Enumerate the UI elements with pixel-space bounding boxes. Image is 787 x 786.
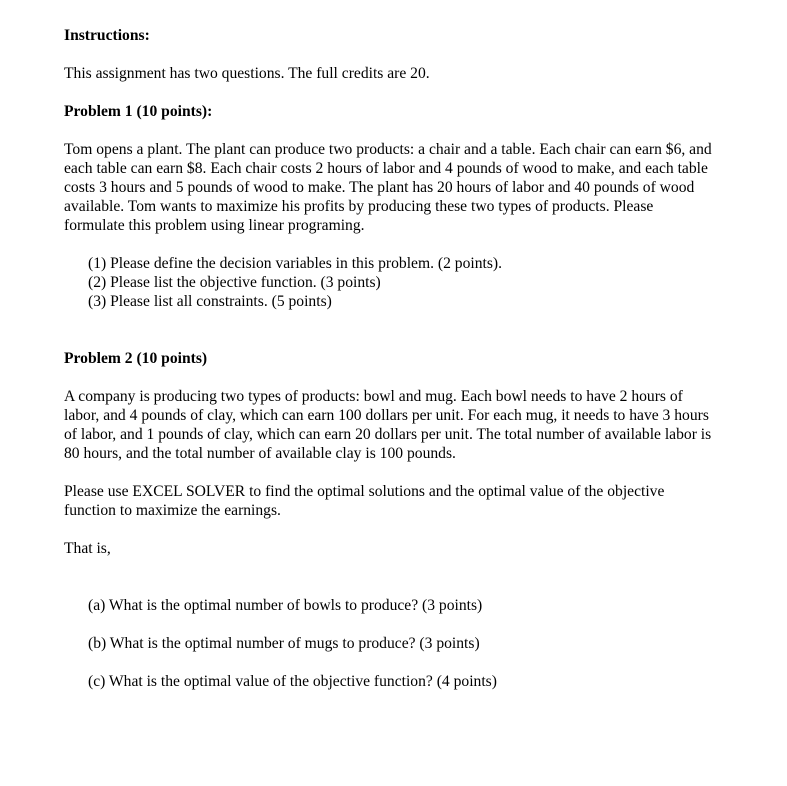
assignment-page [64,26,712,710]
problem2-question-b: (b) What is the optimal number of mugs to produce? (3 points) [88,635,480,652]
problem2-body: A company is producing two types of products: bowl and mug. Each bowl needs to have 2 hours of labor, and 4 pounds of clay, which can earn 100 dollars per unit. For each mug, it needs to have 3 hours of labor, and 1 pounds of clay, which can earn 20 dollars per unit. The total number of available labor is 80 hours, and the total number of available clay is 100 pounds. [64,388,712,462]
problem2-instruction: Please use EXCEL SOLVER to find the optimal solutions and the optimal value of the objective function to maximize the earnings. [64,483,665,519]
problem2-question-c: (c) What is the optimal value of the objective function? (4 points) [88,673,497,690]
problem1-heading: Problem 1 (10 points): [64,103,213,120]
problem1-question-3: (3) Please list all constraints. (5 points) [88,293,332,310]
problem2-question-list [64,596,712,691]
problem2-that-is: That is, [64,540,111,557]
instructions-heading: Instructions: [64,27,150,44]
instructions-text: This assignment has two questions. The full credits are 20. [64,65,430,82]
problem2-question-a: (a) What is the optimal number of bowls to produce? (3 points) [88,597,483,614]
problem2-heading: Problem 2 (10 points) [64,350,208,367]
problem1-body: Tom opens a plant. The plant can produce two products: a chair and a table. Each chair can earn $6, and each table can earn $8. Each chair costs 2 hours of labor and 4 pounds of wood to make, and each table costs 3 hours and 5 pounds of wood to make. The plant has 20 hours of labor and 40 pounds of wood available. Tom wants to maximize his profits by producing these two types of products. Please formulate this problem using linear programing. [64,141,712,234]
problem1-question-list [64,254,712,311]
problem1-question-2: (2) Please list the objective function. (3 points) [88,274,381,291]
problem1-question-1: (1) Please define the decision variables in this problem. (2 points). [88,255,502,272]
